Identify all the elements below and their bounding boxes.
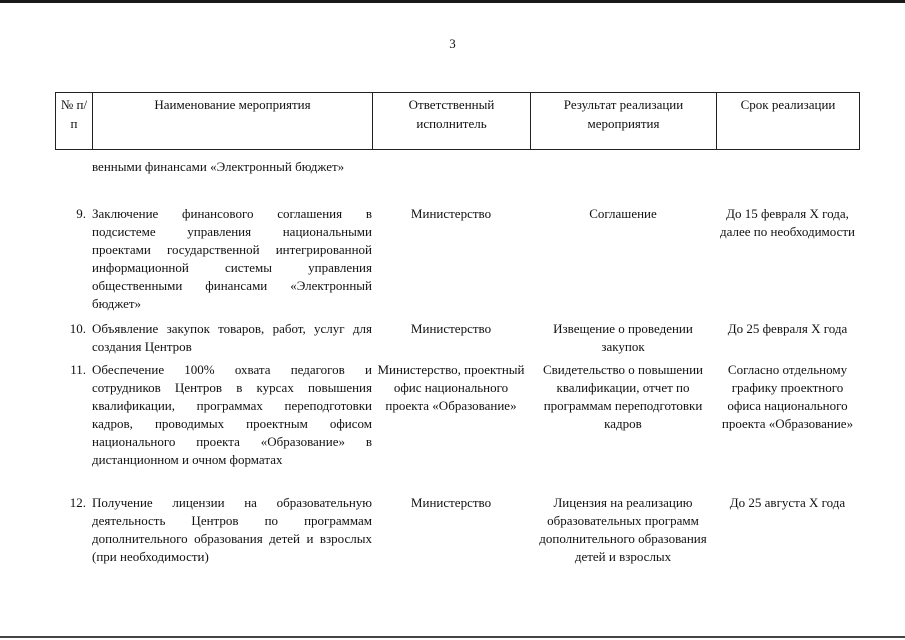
- row-num: 10.: [69, 321, 86, 336]
- row-num: [55, 158, 92, 205]
- row-result: Соглашение: [589, 206, 657, 221]
- row-term: Согласно отдельному графику проектного офиса национального проекта «Образование»: [721, 362, 854, 431]
- row-result: Лицензия на реализацию образовательных программ дополнительного образования детей и взрослых: [539, 495, 707, 564]
- row-name: Обеспечение 100% охвата педагогов и сотрудников Центров в курсах повышения квалификации, программах переподготовки кадров, проводимых проектным офисом национального проекта «Образование» в дистанционном и очном форматах: [92, 362, 372, 467]
- row-name: Получение лицензии на образовательную деятельность Центров по программам дополнительного образования детей и взрослых (при необходимости): [92, 495, 372, 564]
- table-body: [55, 158, 859, 566]
- row-name: Заключение финансового соглашения в подсистеме управления национальными проектами государственной интегрированной информационной системы управления общественными финансами «Электронный бюджет»: [92, 206, 372, 311]
- row-term: До 25 августа Х года: [729, 495, 846, 510]
- row-result: Свидетельство о повышении квалификации, отчет по программам переподготовки кадров: [543, 362, 703, 431]
- row-executor: Министерство, проектный офис национального проекта «Образование»: [377, 362, 525, 413]
- row-executor: Министерство: [410, 206, 492, 221]
- row-term: До 25 февраля Х года: [727, 321, 848, 336]
- row-num: 12.: [69, 495, 86, 510]
- row-name: Объявление закупок товаров, работ, услуг для создания Центров: [92, 321, 372, 354]
- row-name: венными финансами «Электронный бюджет»: [92, 159, 345, 174]
- page-number: 3: [449, 36, 456, 51]
- row-term: [716, 158, 859, 205]
- top-border: [0, 0, 905, 3]
- header-result: Результат реализации мероприятия: [531, 93, 717, 150]
- row-executor: Министерство: [410, 321, 492, 336]
- header-num: № п/п: [56, 93, 93, 150]
- row-term: До 15 февраля Х года, далее по необходимости: [720, 206, 855, 239]
- row-result: Извещение о проведении закупок: [553, 321, 693, 354]
- header-term: Срок реализации: [717, 93, 860, 150]
- table-row: [55, 361, 859, 494]
- row-num: 11.: [70, 362, 86, 377]
- row-result: [530, 158, 716, 205]
- header-name: Наименование мероприятия: [93, 93, 373, 150]
- bottom-border: [0, 636, 905, 638]
- table-row: [55, 158, 859, 205]
- table-row: [55, 320, 859, 361]
- header-executor: Ответственный исполнитель: [373, 93, 531, 150]
- row-executor: [372, 158, 530, 205]
- row-num: 9.: [76, 206, 86, 221]
- table-row: [55, 494, 859, 566]
- row-executor: Министерство: [410, 495, 492, 510]
- table-header: [55, 92, 860, 150]
- table-row: [55, 205, 859, 320]
